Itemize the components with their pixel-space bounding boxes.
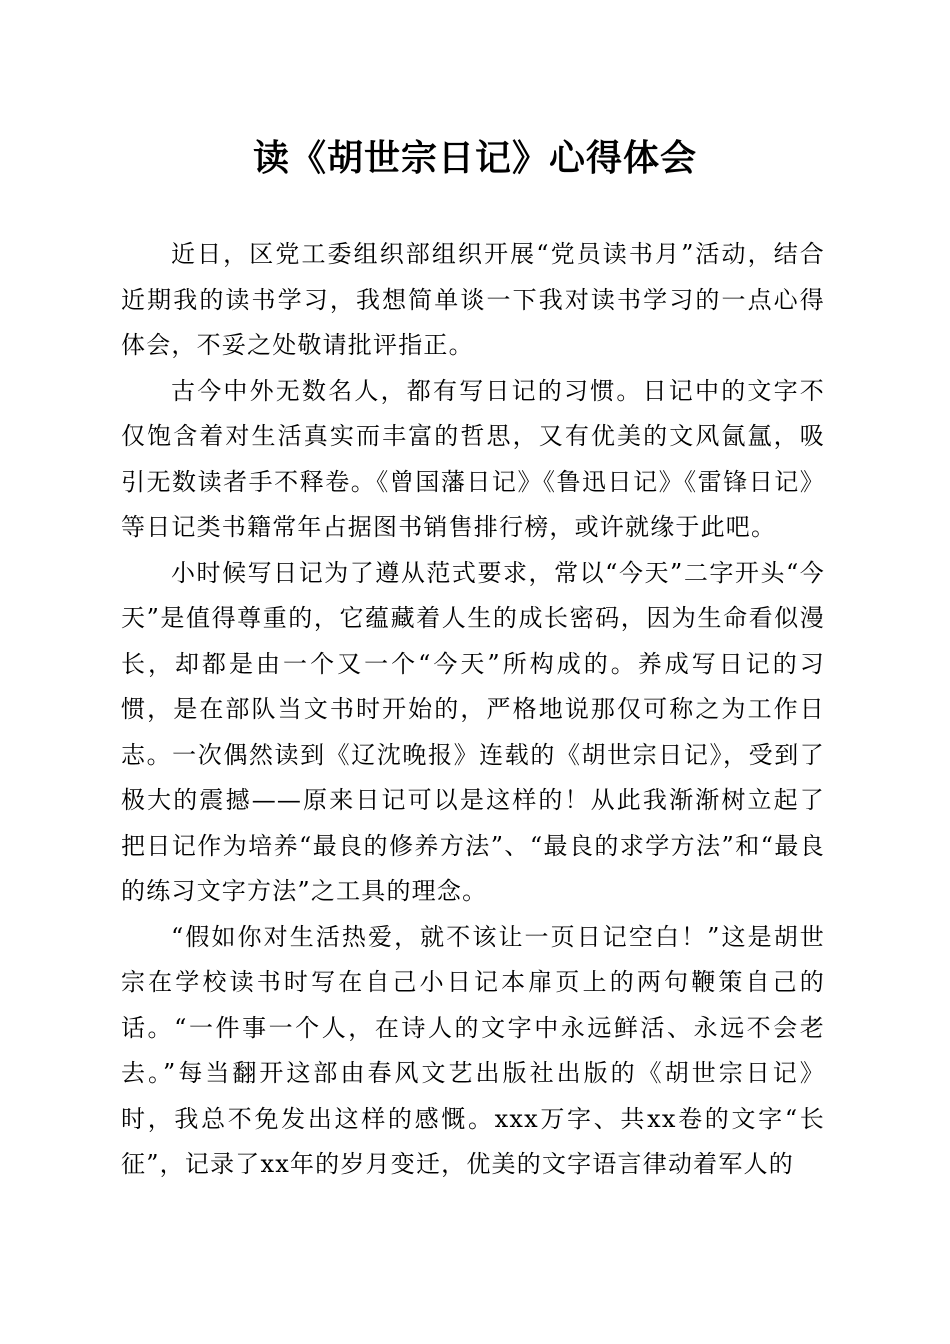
paragraph-1: 近日，区党工委组织部组织开展“党员读书月”活动，结合近期我的读书学习，我想简单谈一下我对读书学习的一点心得体会，不妥之处敬请批评指正。 <box>121 240 825 359</box>
paragraph-2: 古今中外无数名人，都有写日记的习惯。日记中的文字不仅饱含着对生活真实而丰富的哲思，又有优美的文风氤氲，吸引无数读者手不释卷。《曾国藩日记》《鲁迅日记》《雷锋日记》等日记类书籍常年占据图书销售排行榜，或许就缘于此吧。 <box>121 376 825 541</box>
paragraph-3: 小时候写日记为了遵从范式要求，常以“今天”二字开头“今天”是值得尊重的，它蕴藏着人生的成长密码，因为生命看似漫长，却都是由一个又一个“今天”所构成的。养成写日记的习惯，是在部队当文书时开始的，严格地说那仅可称之为工作日志。一次偶然读到《辽沈晚报》连载的《胡世宗日记》，受到了极大的震撼——原来日记可以是这样的！从此我渐渐树立起了把日记作为培养“最良的修养方法”、“最良的求学方法”和“最良的练习文字方法”之工具的理念。 <box>121 558 825 905</box>
document-title: 读《胡世宗日记》心得体会 <box>252 137 697 179</box>
paragraph-4: “假如你对生活热爱，就不该让一页日记空白！”这是胡世宗在学校读书时写在自己小日记本扉页上的两句鞭策自己的话。“一件事一个人，在诗人的文字中永远鲜活、永远不会老去。”每当翻开这部由春风文艺出版社出版的《胡世宗日记》时，我总不免发出这样的感慨。xxx万字、共xx卷的文字“长征”，记录了xx年的岁月变迁，优美的文字语言律动着军人的 <box>121 922 825 1178</box>
document-body <box>121 232 825 1188</box>
